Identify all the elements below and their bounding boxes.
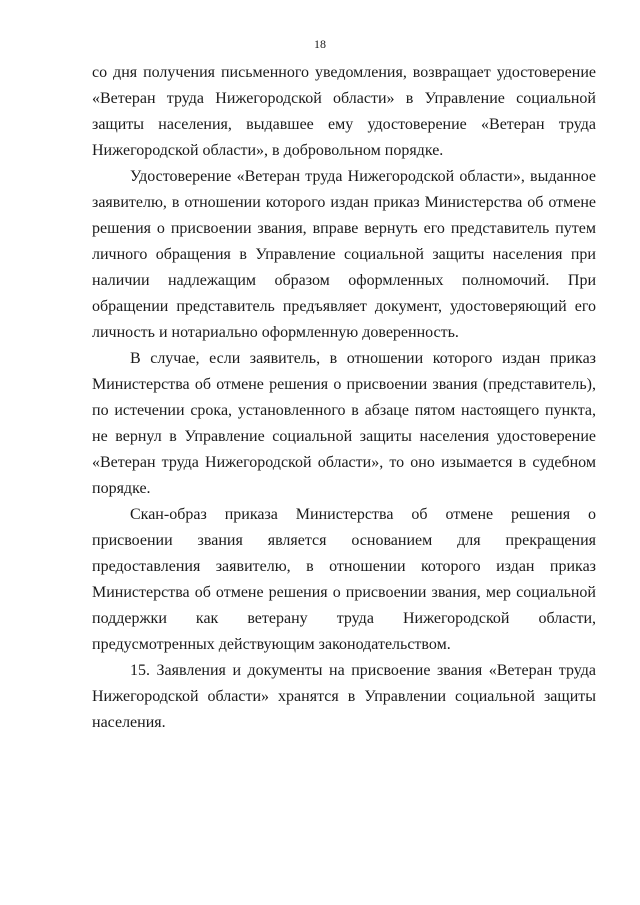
paragraph-continuation: со дня получения письменного уведомления, возвращает удостоверение «Ветеран труда Нижегородской области» в Управление социальной защиты населения, выдавшее ему удостоверение «Ветеран труда Нижегородской области», в добровольном порядке.	[92, 64, 596, 159]
document-body	[92, 60, 596, 736]
page-number: 18	[314, 37, 326, 51]
paragraph-scan-order: Скан-образ приказа Министерства об отмене решения о присвоении звания является основанием для прекращения предоставления заявителю, в отношении которого издан приказ Министерства об отмене решения о присвоении звания, мер социальной поддержки как ветерану труда Нижегородской области, предусмотренных действующим законодательством.	[92, 506, 596, 653]
paragraph-certificate-return: Удостоверение «Ветеран труда Нижегородской области», выданное заявителю, в отношении которого издан приказ Министерства об отмене решения о присвоении звания, вправе вернуть его представитель путем личного обращения в Управление социальной защиты населения при наличии надлежащим образом оформленных полномочий. При обращении представитель предъявляет документ, удостоверяющий его личность и нотариально оформленную доверенность.	[92, 168, 596, 341]
paragraph-item-15: 15. Заявления и документы на присвоение звания «Ветеран труда Нижегородской области» хранятся в Управлении социальной защиты населения.	[92, 662, 596, 731]
paragraph-court-seizure: В случае, если заявитель, в отношении которого издан приказ Министерства об отмене решения о присвоении звания (представитель), по истечении срока, установленного в абзаце пятом настоящего пункта, не вернул в Управление социальной защиты населения удостоверение «Ветеран труда Нижегородской области», то оно изымается в судебном порядке.	[92, 350, 596, 497]
